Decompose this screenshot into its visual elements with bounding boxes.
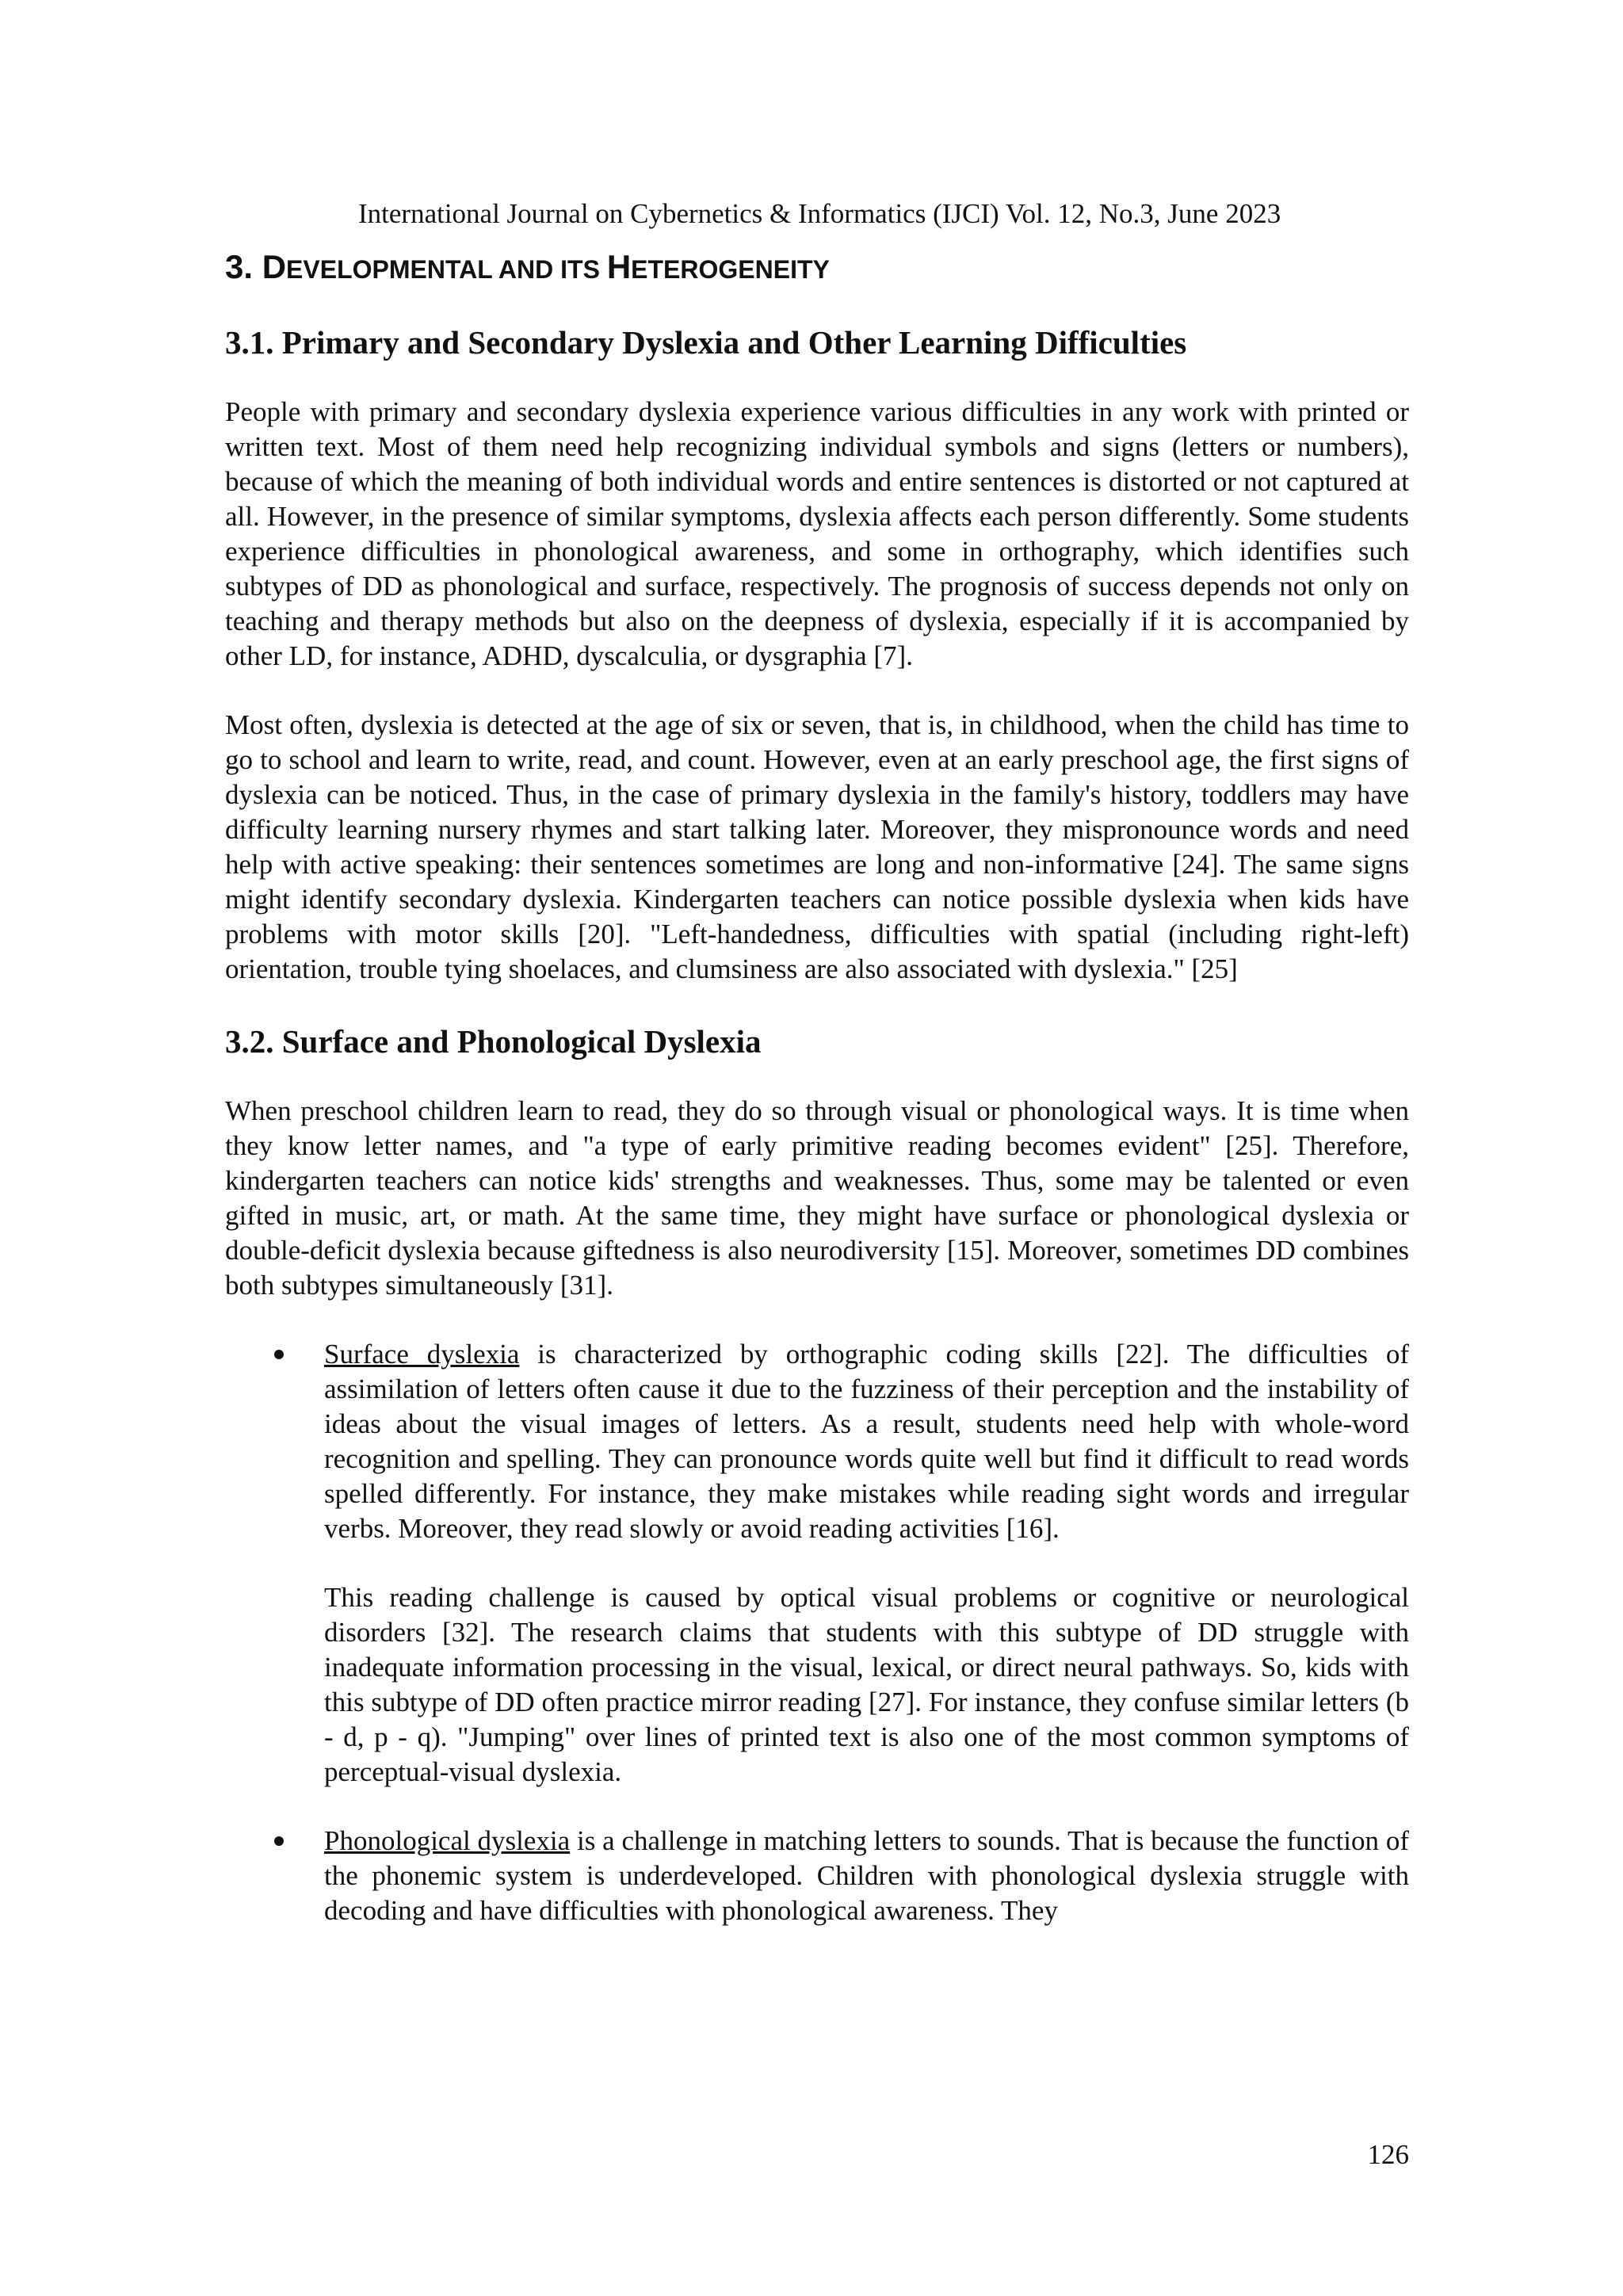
section-title-initial-2: H (606, 248, 632, 285)
section-number: 3. (225, 248, 254, 285)
section-heading (225, 246, 1409, 290)
dyslexia-subtypes-list (225, 1337, 1409, 1928)
paragraph-primary-secondary: People with primary and secondary dyslexia experience various difficulties in any work with printed or written text. Most of them need help recognizing individual symbols and signs (letters or numbers), because of which the meaning of both individual words and entire sentences is distorted or not captured at all. However, in the presence of similar symptoms, dyslexia affects each person differently. Some students experience difficulties in phonological awareness, and some in orthography, which identifies such subtypes of DD as phonological and surface, respectively. The prognosis of success depends not only on teaching and therapy methods but also on the deepness of dyslexia, especially if it is accompanied by other LD, for instance, ADHD, dyscalculia, or dysgraphia [7]. (225, 396, 1409, 671)
term-phonological-dyslexia: Phonological dyslexia (324, 1825, 571, 1856)
surface-dyslexia-causes: This reading challenge is caused by optical visual problems or cognitive or neurological disorders [32]. The research claims that students with this subtype of DD struggle with inadequate information processing in the visual, lexical, or direct neural pathways. So, kids with this subtype of DD often practice mirror reading [27]. For instance, they confuse similar letters (b - d, p - q). "Jumping" over lines of printed text is also one of the most common symptoms of perceptual-visual dyslexia. (324, 1582, 1409, 1787)
list-item-phonological-dyslexia (225, 1824, 1409, 1928)
section-title-initial-1: D (262, 248, 287, 285)
subsection-heading-3-1: 3.1. Primary and Secondary Dyslexia and Other Learning Difficulties (225, 324, 1187, 361)
surface-dyslexia-text (324, 1337, 1409, 1546)
paragraph-preschool-reading: When preschool children learn to read, they do so through visual or phonological ways. It is time when they know letter names, and "a type of early primitive reading becomes evident" [25]. Therefore, kindergarten teachers can notice kids' strengths and weaknesses. Thus, some may be talented or even gifted in music, art, or math. At the same time, they might have surface or phonological dyslexia or double-deficit dyslexia because giftedness is also neurodiversity [15]. Moreover, sometimes DD combines both subtypes simultaneously [31]. (225, 1095, 1409, 1301)
bullet-icon (274, 1350, 284, 1359)
surface-dyslexia-description: is characterized by orthographic coding skills [22]. The difficulties of assimilation of letters often cause it due to the fuzziness of their perception and the instability of ideas about the visual images of letters. As a result, students need help with whole-word recognition and spelling. They can pronounce words quite well but find it difficult to read words spelled differently. For instance, they make mistakes while reading sight words and irregular verbs. Moreover, they read slowly or avoid reading activities [16]. (324, 1339, 1409, 1544)
page-number: 126 (1367, 2139, 1409, 2170)
bullet-icon (274, 1836, 284, 1846)
page-content (225, 246, 1409, 1962)
section-title-smallcaps-1: EVELOPMENTAL AND ITS (286, 255, 607, 284)
term-surface-dyslexia: Surface dyslexia (324, 1339, 520, 1370)
paragraph-early-signs: Most often, dyslexia is detected at the age of six or seven, that is, in childhood, when the child has time to go to school and learn to write, read, and count. However, even at an early preschool age, the first signs of dyslexia can be noticed. Thus, in the case of primary dyslexia in the family's history, toddlers may have difficulty learning nursery rhymes and start talking later. Moreover, they mispronounce words and need help with active speaking: their sentences sometimes are long and non-informative [24]. The same signs might identify secondary dyslexia. Kindergarten teachers can notice possible dyslexia when kids have problems with motor skills [20]. "Left-handedness, difficulties with spatial (including right-left) orientation, trouble tying shoelaces, and clumsiness are also associated with dyslexia." [25] (225, 709, 1409, 984)
subsection-heading-3-2: 3.2. Surface and Phonological Dyslexia (225, 1023, 762, 1060)
phonological-dyslexia-description: is a challenge in matching letters to sounds. That is because the function of the phonemic system is underdeveloped. Children with phonological dyslexia struggle with decoding and have difficulties with phonological awareness. They (324, 1825, 1409, 1926)
phonological-dyslexia-text (324, 1824, 1409, 1928)
running-header: International Journal on Cybernetics & Informatics (IJCI) Vol. 12, No.3, June 2023 (358, 198, 1281, 229)
section-title-smallcaps-2: ETEROGENEITY (631, 255, 830, 284)
list-item-surface-dyslexia (225, 1337, 1409, 1790)
